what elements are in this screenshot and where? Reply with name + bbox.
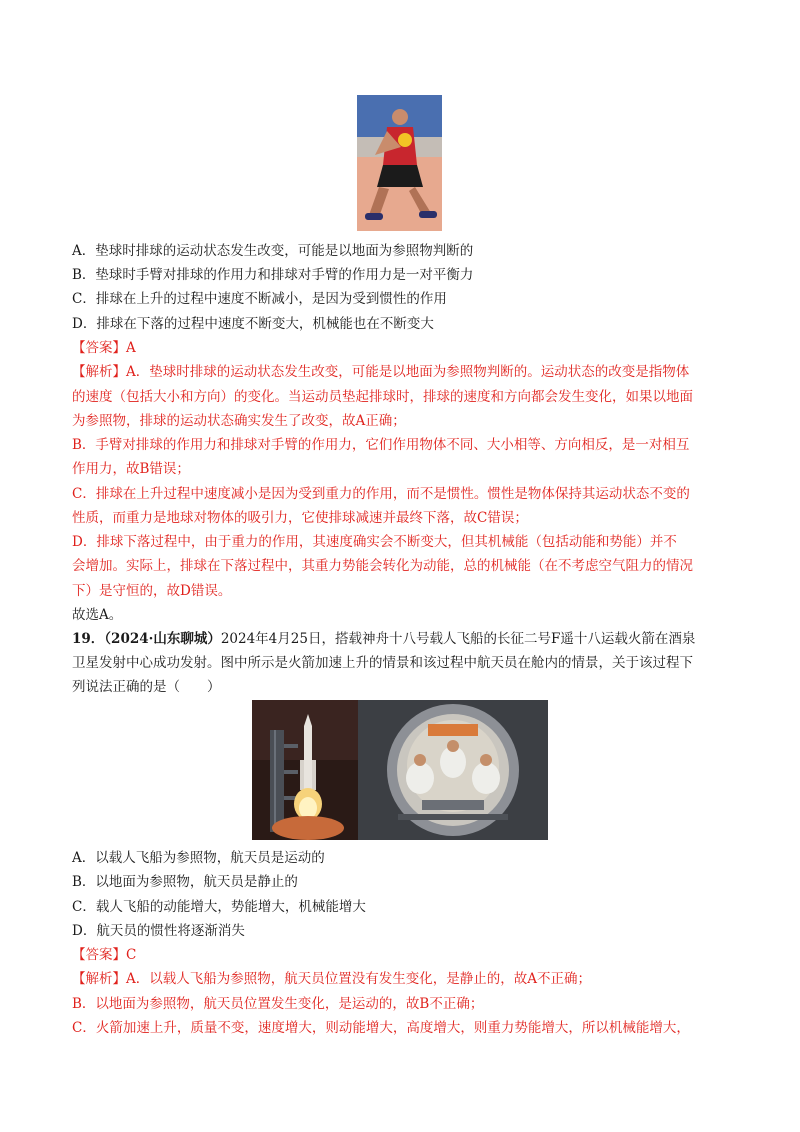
q19-option-b: B．以地面为参照物，航天员是静止的 <box>72 874 298 890</box>
q19-option-c: C．载人飞船的动能增大，势能增大，机械能增大 <box>72 899 366 915</box>
answer-value: A <box>126 340 136 356</box>
question-source: （2024·山东聊城） <box>104 631 221 647</box>
q19-option-d: D．航天员的惯性将逐渐消失 <box>72 923 245 939</box>
analysis-tag: 【解析】 <box>72 364 126 380</box>
question-number: 19． <box>72 631 105 647</box>
analysis-text: A．以载人飞船为参照物，航天员位置没有发生变化，是静止的，故A不正确； <box>126 971 591 987</box>
answer-value: C <box>126 947 137 963</box>
answer-tag: 【答案】 <box>72 947 126 963</box>
astronauts-capsule-photo <box>358 700 548 840</box>
q18-analysis-line: B．手臂对排球的作用力和排球对手臂的作用力，它们作用物体不同、大小相等、方向相反，是一对相互 <box>72 437 690 453</box>
stem-text: 2024年4月25日，搭载神舟十八号载人飞船的长征二号F遥十八运载火箭在酒泉 <box>220 631 696 647</box>
q18-option-a: A．垫球时排球的运动状态发生改变，可能是以地面为参照物判断的 <box>72 243 474 259</box>
q18-analysis-line: 下）是守恒的，故D错误。 <box>72 583 232 599</box>
q19-stem-line: 卫星发射中心成功发射。图中所示是火箭加速上升的情景和该过程中航天员在舱内的情景，关于该过程下 <box>72 655 693 671</box>
q19-analysis-line <box>72 969 591 989</box>
q18-option-c: C．排球在上升的过程中速度不断减小，是因为受到惯性的作用 <box>72 291 447 307</box>
analysis-tag: 【解析】 <box>72 971 126 987</box>
q18-analysis-line <box>72 362 689 382</box>
q18-analysis-line: 会增加。实际上，排球在下落过程中，其重力势能会转化为动能，总的机械能（在不考虑空气阻力的情况 <box>72 558 693 574</box>
q18-analysis-line: 的速度（包括大小和方向）的变化。当运动员垫起排球时，排球的速度和方向都会发生变化，如果以地面 <box>72 389 693 405</box>
q18-option-d: D．排球在下落的过程中速度不断变大，机械能也在不断变大 <box>72 316 434 332</box>
rocket-launch-photo <box>252 700 358 840</box>
analysis-text: A．垫球时排球的运动状态发生改变，可能是以地面为参照物判断的。运动状态的改变是指物体 <box>126 364 690 380</box>
q18-analysis-line: 为参照物，排球的运动状态确实发生了改变，故A正确； <box>72 413 406 429</box>
q18-analysis-line: 性质，而重力是地球对物体的吸引力，它使排球减速并最终下落，故C错误； <box>72 510 528 526</box>
q18-conclusion: 故选A。 <box>72 607 123 623</box>
q19-stem-line: 列说法正确的是（ ） <box>72 679 221 695</box>
q19-analysis-line: C．火箭加速上升，质量不变，速度增大，则动能增大，高度增大，则重力势能增大，所以机械能增大， <box>72 1020 690 1036</box>
answer-tag: 【答案】 <box>72 340 126 356</box>
q19-option-a: A．以载人飞船为参照物，航天员是运动的 <box>72 850 325 866</box>
q19-analysis-line: B．以地面为参照物，航天员位置发生变化，是运动的，故B不正确； <box>72 996 484 1012</box>
q18-answer <box>72 338 136 358</box>
volleyball-player-photo <box>357 95 442 231</box>
q18-option-b: B．垫球时手臂对排球的作用力和排球对手臂的作用力是一对平衡力 <box>72 267 474 283</box>
q18-analysis-line: C．排球在上升过程中速度减小是因为受到重力的作用，而不是惯性。惯性是物体保持其运动状态不变的 <box>72 486 690 502</box>
q19-stem-line <box>72 629 695 649</box>
q18-analysis-line: 作用力，故B错误； <box>72 461 190 477</box>
q18-analysis-line: D．排球下落过程中，由于重力的作用，其速度确实会不断变大，但其机械能（包括动能和势能）并不 <box>72 534 677 550</box>
q19-answer <box>72 945 136 965</box>
